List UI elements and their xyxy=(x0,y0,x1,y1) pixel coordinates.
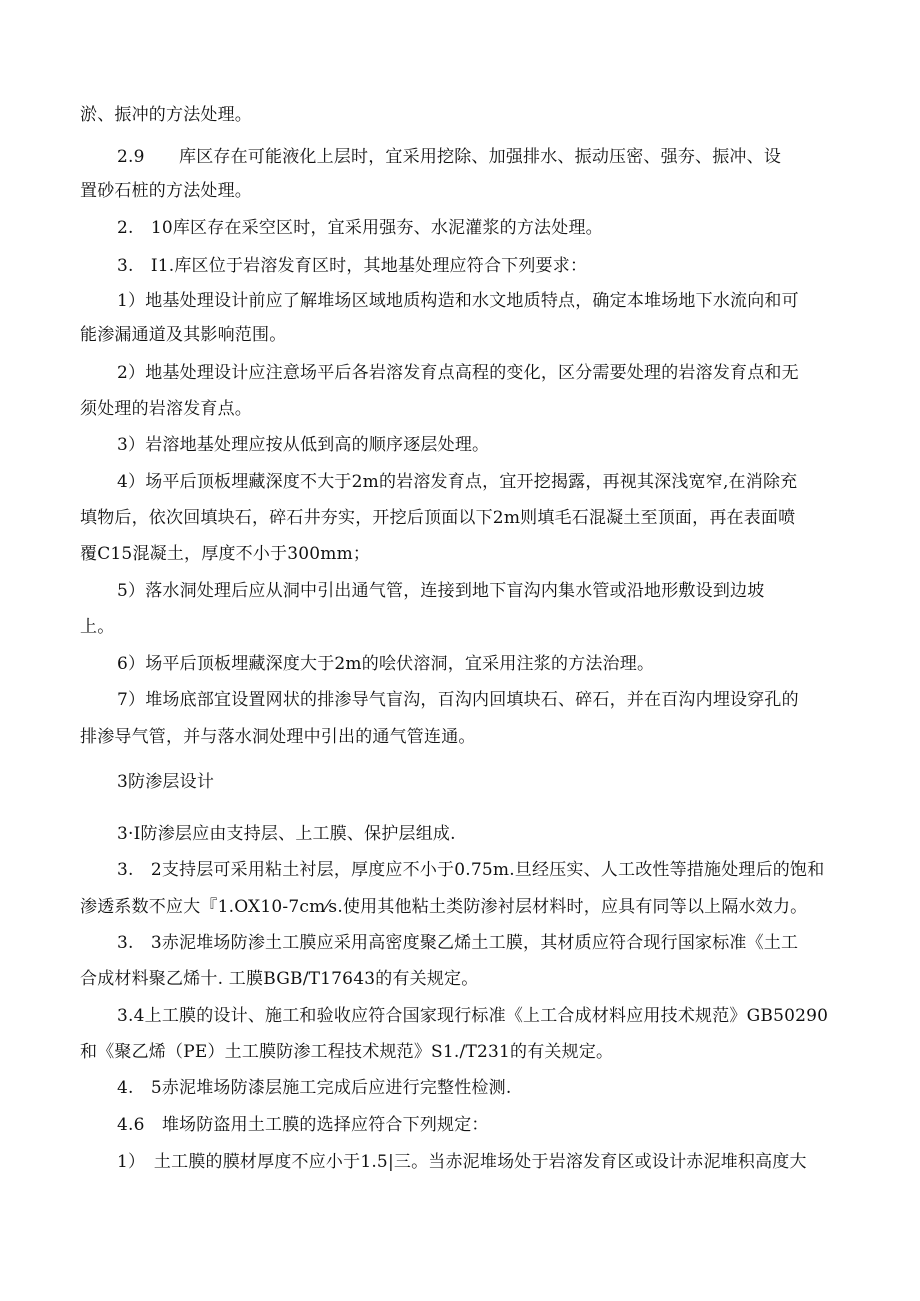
text-line: 排渗导气管，并与落水洞处理中引出的通气管连通。 xyxy=(80,727,476,747)
text-line: 填物后，依次回填块石，碎石井夯实，开挖后顶面以下2m则填毛石混凝土至顶面，再在表面喷 xyxy=(80,508,796,528)
section-heading: 3防渗层设计 xyxy=(117,772,215,792)
text-line: 3. 2支持层可采用粘土衬层，厚度应不小于0.75m.旦经压实、人工改性等措施处理后的饱和 xyxy=(117,860,825,880)
text-line: 置砂石桩的方法处理。 xyxy=(80,181,252,201)
text-line: 4. 5赤泥堆场防漆层施工完成后应进行完整性检测. xyxy=(117,1078,512,1098)
text-line: 和《聚乙烯（PE）土工膜防渗工程技术规范》S1./T231的有关规定。 xyxy=(80,1042,614,1062)
text-line: 7）堆场底部宜设置网状的排渗导气盲沟，百沟内回填块石、碎石，并在百沟内埋设穿孔的 xyxy=(117,690,799,710)
text-line: 渗透系数不应大『1.OX10-7cm⁄s.使用其他粘土类防渗衬层材料时，应具有同等以上隔水效力。 xyxy=(80,897,808,917)
text-line: 能渗漏通道及其影响范围。 xyxy=(80,325,287,345)
text-line: 5）落水洞处理后应从洞中引出通气管，连接到地下盲沟内集水管或沿地形敷设到边坡 xyxy=(117,581,765,601)
text-line: 2. 10库区存在采空区时，宜采用强夯、水泥灌浆的方法处理。 xyxy=(117,218,603,238)
text-line: 淤、振冲的方法处理。 xyxy=(80,105,252,125)
text-line: 3. I1.库区位于岩溶发育区时，其地基处理应符合下列要求： xyxy=(117,256,588,276)
text-line: 2.9 库区存在可能液化上层时，宜采用挖除、加强排水、振动压密、强夯、振冲、设 xyxy=(117,147,782,167)
text-line: 1）地基处理设计前应了解堆场区域地质构造和水文地质特点，确定本堆场地下水流向和可 xyxy=(117,291,799,311)
text-line: 3）岩溶地基处理应按从低到高的顺序逐层处理。 xyxy=(117,435,490,455)
text-line: 4）场平后顶板埋藏深度不大于2m的岩溶发育点，宜开挖揭露，再视其深浅宽窄,在消除充 xyxy=(117,472,798,492)
text-line: 4.6 堆场防盗用土工膜的选择应符合下列规定： xyxy=(117,1115,489,1135)
text-line: 上。 xyxy=(80,617,115,637)
text-line: 3. 3赤泥堆场防渗土工膜应采用高密度聚乙烯土工膜，其材质应符合现行国家标准《土工 xyxy=(117,933,799,953)
text-line: 3.4上工膜的设计、施工和验收应符合国家现行标准《上工合成材料应用技术规范》GB50290 xyxy=(117,1006,829,1026)
text-line: 1） 土工膜的膜材厚度不应小于1.5|三。当赤泥堆场处于岩溶发育区或设计赤泥堆积高度大 xyxy=(117,1152,807,1172)
text-line: 覆C15混凝土，厚度不小于300mm； xyxy=(80,544,371,564)
text-line: 6）场平后顶板埋藏深度大于2m的哙伏溶洞，宜采用注浆的方法治理。 xyxy=(117,654,655,674)
text-line: 3·I防渗层应由支持层、上工膜、保护层组成. xyxy=(117,824,456,844)
text-line: 合成材料聚乙烯十. 工膜BGB/T17643的有关规定。 xyxy=(80,969,479,989)
text-line: 须处理的岩溶发育点。 xyxy=(80,399,252,419)
text-line: 2）地基处理设计应注意场平后各岩溶发育点高程的变化，区分需要处理的岩溶发育点和无 xyxy=(117,363,799,383)
